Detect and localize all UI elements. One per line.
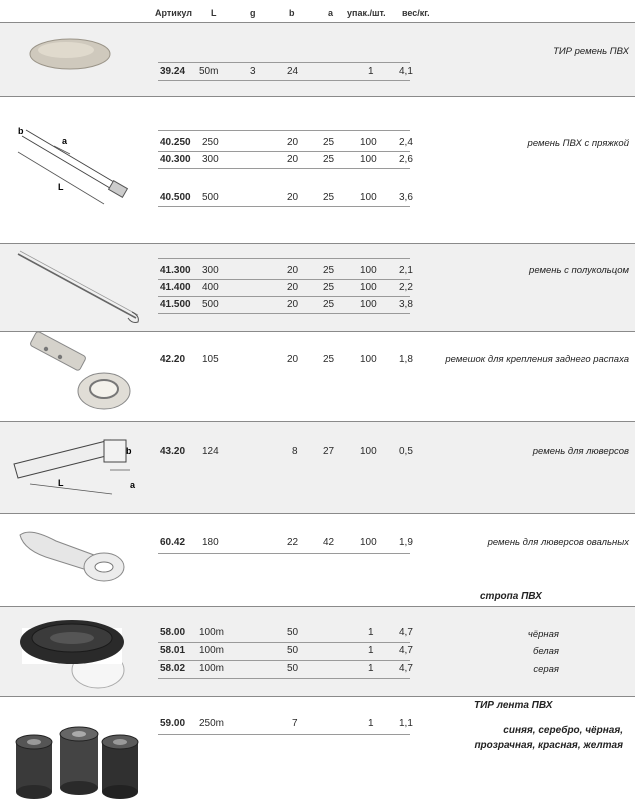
pack: 1	[368, 645, 374, 656]
section-heading: стропа ПВХ	[480, 591, 542, 602]
article: 40.300	[160, 154, 191, 165]
column-header	[0, 0, 635, 22]
weight: 4,1	[399, 66, 413, 77]
separator	[0, 421, 635, 422]
row-rule	[158, 553, 410, 554]
pack: 100	[360, 537, 377, 548]
section-description: ремешок для крепления заднего распаха	[445, 354, 629, 365]
weight: 1,8	[399, 354, 413, 365]
article: 58.01	[160, 645, 186, 656]
weight: 2,4	[399, 137, 413, 148]
pack: 100	[360, 282, 377, 293]
a-value: 25	[323, 192, 335, 203]
color-label: чёрная	[527, 629, 559, 640]
b-value: 8	[292, 446, 298, 457]
pack: 1	[368, 627, 374, 638]
length: 100m	[199, 645, 225, 656]
row-rule	[158, 678, 410, 679]
color-list-line: синяя, серебро, чёрная,	[503, 725, 623, 736]
b-value: 20	[287, 265, 299, 276]
dim-label-b: b	[126, 446, 132, 456]
weight: 4,7	[399, 663, 413, 674]
row-rule	[158, 206, 410, 207]
pack: 100	[360, 265, 377, 276]
row-rule	[158, 313, 410, 314]
dim-label-b: b	[18, 126, 24, 136]
pack: 1	[368, 663, 374, 674]
pack: 100	[360, 299, 377, 310]
table-row	[158, 265, 413, 279]
separator	[0, 331, 635, 332]
row-rule	[158, 296, 410, 297]
a-value: 25	[323, 137, 335, 148]
col-a: a	[328, 8, 334, 18]
row-rule	[158, 258, 410, 259]
weight: 2,2	[399, 282, 413, 293]
separator	[0, 513, 635, 514]
pack: 1	[368, 718, 374, 729]
row-rule	[158, 80, 410, 81]
strap-disc-image	[0, 30, 155, 80]
weight: 4,7	[399, 645, 413, 656]
pack: 100	[360, 137, 377, 148]
table-row	[158, 718, 413, 732]
section-description: ремень для люверсов овальных	[487, 537, 629, 548]
grommet-strap-drawing	[0, 430, 155, 505]
b-value: 50	[287, 663, 299, 674]
section-description: ТИР ремень ПВХ	[553, 46, 629, 57]
dim-label-l: L	[58, 182, 64, 192]
weight: 3,6	[399, 192, 413, 203]
separator	[0, 22, 635, 23]
color-label: серая	[533, 664, 559, 675]
separator	[0, 696, 635, 697]
webbing-roll-image	[0, 608, 155, 694]
length: 300	[202, 265, 219, 276]
article: 42.20	[160, 354, 186, 365]
table-row	[158, 627, 413, 641]
article: 41.500	[160, 299, 191, 310]
table-row	[158, 446, 413, 460]
oval-grommet-strap-image	[0, 515, 155, 583]
row-rule	[158, 660, 410, 661]
table-row	[158, 282, 413, 296]
pack: 1	[368, 66, 374, 77]
length: 180	[202, 537, 219, 548]
b-value: 7	[292, 718, 298, 729]
length: 300	[202, 154, 219, 165]
article: 43.20	[160, 446, 186, 457]
weight: 1,1	[399, 718, 413, 729]
article: 59.00	[160, 718, 186, 729]
a-value: 25	[323, 154, 335, 165]
table-row	[158, 663, 413, 677]
length: 500	[202, 299, 219, 310]
weight: 0,5	[399, 446, 413, 457]
half-ring-strap-drawing	[0, 248, 155, 328]
dim-label-a: a	[62, 136, 68, 146]
length: 100m	[199, 663, 225, 674]
article: 60.42	[160, 537, 186, 548]
section-description: ремень для люверсов	[532, 446, 629, 457]
row-rule	[158, 642, 410, 643]
color-list-line: прозрачная, красная, желтая	[474, 740, 623, 751]
length: 500	[202, 192, 219, 203]
b-value: 22	[287, 537, 299, 548]
table-row	[158, 66, 413, 80]
a-value: 27	[323, 446, 335, 457]
rear-vent-strap-image	[0, 335, 155, 417]
section-description: ремень с полукольцом	[529, 265, 629, 276]
table-row	[158, 645, 413, 659]
dim-label-a: a	[130, 480, 136, 490]
b-value: 20	[287, 299, 299, 310]
b-value: 24	[287, 66, 299, 77]
pack: 100	[360, 154, 377, 165]
a-value: 25	[323, 265, 335, 276]
length: 124	[202, 446, 219, 457]
length: 105	[202, 354, 219, 365]
dim-label-l: L	[58, 478, 64, 488]
table-row	[158, 154, 413, 168]
table-row	[158, 137, 413, 151]
article: 58.00	[160, 627, 186, 638]
table-row	[158, 299, 413, 313]
pack: 100	[360, 446, 377, 457]
row-rule	[158, 734, 410, 735]
color-label: белая	[532, 646, 559, 657]
weight: 4,7	[399, 627, 413, 638]
article: 40.250	[160, 137, 191, 148]
row-rule	[158, 62, 410, 63]
g-value: 3	[250, 66, 256, 77]
b-value: 50	[287, 645, 299, 656]
a-value: 25	[323, 282, 335, 293]
row-rule	[158, 168, 410, 169]
article: 39.24	[160, 66, 186, 77]
b-value: 20	[287, 192, 299, 203]
weight: 2,1	[399, 265, 413, 276]
col-pack: упак./шт.	[347, 8, 386, 18]
table-row	[158, 537, 413, 551]
weight: 1,9	[399, 537, 413, 548]
b-value: 20	[287, 137, 299, 148]
table-row	[158, 354, 413, 368]
table-row	[158, 192, 413, 206]
a-value: 42	[323, 537, 335, 548]
row-rule	[158, 130, 410, 131]
article: 40.500	[160, 192, 191, 203]
weight: 2,6	[399, 154, 413, 165]
col-weight: вес/кг.	[402, 8, 430, 18]
buckle-strap-drawing	[0, 120, 155, 215]
b-value: 50	[287, 627, 299, 638]
separator	[0, 606, 635, 607]
article: 41.300	[160, 265, 191, 276]
section-heading: ТИР лента ПВХ	[474, 700, 553, 711]
col-length: L	[211, 8, 217, 18]
tape-rolls-image	[0, 712, 155, 800]
b-value: 20	[287, 282, 299, 293]
length: 250m	[199, 718, 225, 729]
article: 41.400	[160, 282, 191, 293]
length: 250	[202, 137, 219, 148]
col-b: b	[289, 8, 295, 18]
section-description: ремень ПВХ с пряжкой	[527, 138, 629, 149]
length: 50m	[199, 66, 219, 77]
separator	[0, 243, 635, 244]
length: 400	[202, 282, 219, 293]
row-rule	[158, 151, 410, 152]
col-g: g	[250, 8, 256, 18]
weight: 3,8	[399, 299, 413, 310]
pack: 100	[360, 192, 377, 203]
separator	[0, 96, 635, 97]
article: 58.02	[160, 663, 186, 674]
b-value: 20	[287, 154, 299, 165]
col-article: Артикул	[155, 8, 192, 18]
pack: 100	[360, 354, 377, 365]
a-value: 25	[323, 299, 335, 310]
row-rule	[158, 279, 410, 280]
b-value: 20	[287, 354, 299, 365]
a-value: 25	[323, 354, 335, 365]
length: 100m	[199, 627, 225, 638]
